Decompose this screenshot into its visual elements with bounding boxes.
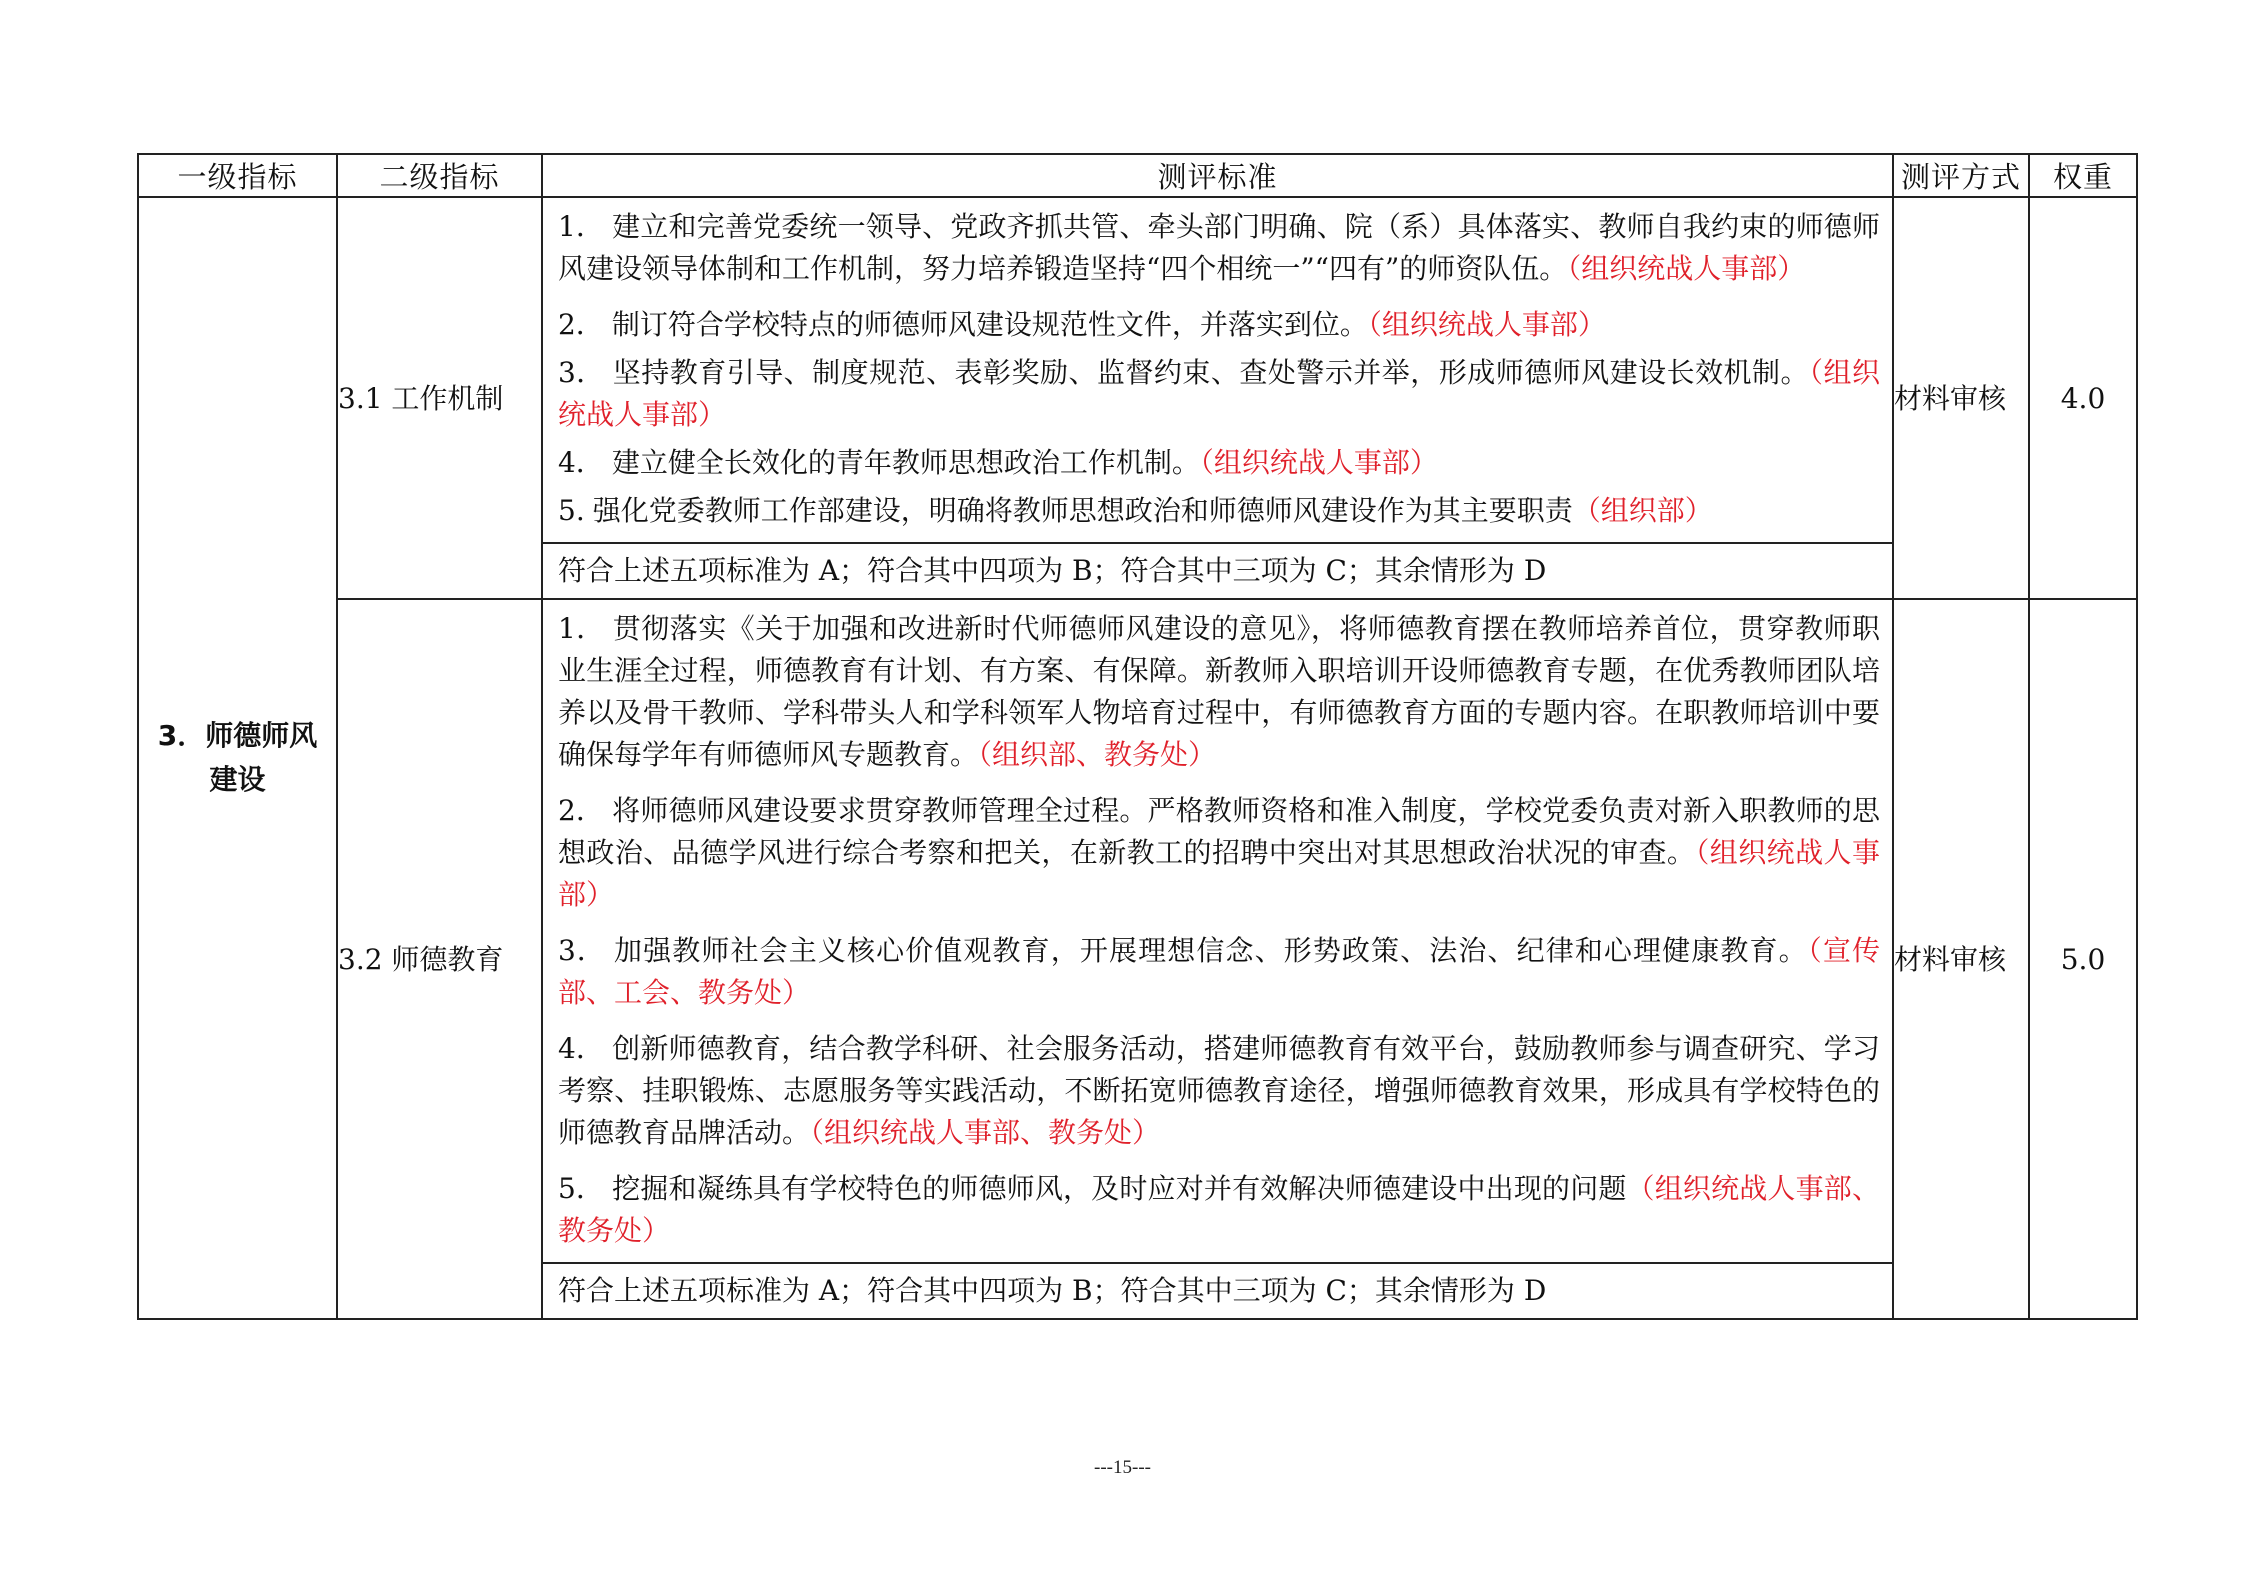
- criteria-list: [543, 198, 1892, 542]
- responsible-dept: （组织统战人事部）: [558, 356, 1880, 431]
- criteria-list: [543, 600, 1892, 1262]
- grading-rule: 符合上述五项标准为 A；符合其中四项为 B；符合其中三项为 C；其余情形为 D: [543, 542, 1892, 598]
- criteria-item: [558, 206, 1880, 290]
- item-text: 建立健全长效化的青年教师思想政治工作机制。: [611, 446, 1200, 479]
- item-text: 创新师德教育，结合教学科研、社会服务活动，搭建师德教育有效平台，鼓励教师参与调查研究、学习考察、挂职锻炼、志愿服务等实践活动，不断拓宽师德教育途径，增强师德教育效果，形成具有学校特色的师德教育品牌活动。: [558, 1032, 1880, 1149]
- header-level1: 一级指标: [138, 154, 337, 197]
- criteria-item: [558, 490, 1880, 532]
- item-text: 建立和完善党委统一领导、党政齐抓共管、牵头部门明确、院（系）具体落实、教师自我约束的师德师风建设领导体制和工作机制，努力培养锻造坚持“四个相统一”“四有”的师资队伍。: [558, 210, 1880, 285]
- criteria-item: [558, 1168, 1880, 1252]
- responsible-dept: （组织统战人事部）: [1567, 252, 1806, 285]
- criteria-item: [558, 442, 1880, 484]
- level2-label: 3.1 工作机制: [338, 381, 504, 415]
- item-number: 1．: [558, 210, 605, 243]
- table-row: [138, 197, 2137, 599]
- header-level2: 二级指标: [337, 154, 542, 197]
- responsible-dept: （组织部）: [1572, 494, 1713, 527]
- item-number: 3．: [558, 934, 607, 967]
- header-criteria: 测评标准: [542, 154, 1893, 197]
- table-header-row: [138, 154, 2137, 197]
- item-number: 2．: [558, 794, 605, 827]
- table-row: [138, 599, 2137, 1319]
- evaluation-method-cell: [1893, 599, 2029, 1319]
- criteria-item: [558, 1028, 1880, 1154]
- weight-value: 5.0: [2060, 942, 2106, 976]
- responsible-dept: （组织统战人事部、教务处）: [558, 1172, 1880, 1247]
- document-page: [137, 153, 2136, 1320]
- item-number: 1．: [558, 612, 605, 645]
- header-method: 测评方式: [1893, 154, 2029, 197]
- responsible-dept: （组织部、教务处）: [978, 738, 1217, 771]
- item-text: 加强教师社会主义核心价值观教育，开展理想信念、形势政策、法治、纪律和心理健康教育。: [614, 934, 1808, 967]
- level2-indicator-cell: [337, 599, 542, 1319]
- item-number: 4．: [558, 1032, 605, 1065]
- responsible-dept: （组织统战人事部）: [1367, 308, 1606, 341]
- criteria-item: [558, 930, 1880, 1014]
- item-text: 挖掘和凝练具有学校特色的师德师风，及时应对并有效解决师德建设中出现的问题: [612, 1172, 1627, 1205]
- evaluation-table: [137, 153, 2138, 1320]
- weight-value: 4.0: [2060, 381, 2106, 415]
- item-number: 5．: [558, 1172, 605, 1205]
- level1-label-line2: 建设: [209, 763, 266, 796]
- level2-label: 3.2 师德教育: [338, 942, 504, 976]
- weight-cell: [2029, 197, 2137, 599]
- weight-cell: [2029, 599, 2137, 1319]
- item-text: 强化党委教师工作部建设，明确将教师思想政治和师德师风建设作为其主要职责: [592, 494, 1573, 527]
- item-number: 3．: [558, 356, 605, 389]
- criteria-item: [558, 608, 1880, 776]
- item-number: 5.: [558, 494, 585, 527]
- level1-indicator-cell: [138, 197, 337, 1319]
- responsible-dept: （组织统战人事部、教务处）: [810, 1116, 1161, 1149]
- item-text: 坚持教育引导、制度规范、表彰奖励、监督约束、查处警示并举，形成师德师风建设长效机制。: [612, 356, 1810, 389]
- criteria-item: [558, 790, 1880, 916]
- evaluation-method: 材料审核: [1894, 381, 2007, 415]
- grading-rule: 符合上述五项标准为 A；符合其中四项为 B；符合其中三项为 C；其余情形为 D: [543, 1262, 1892, 1318]
- level1-label-line1: 3．师德师风: [157, 719, 318, 752]
- criteria-item: [558, 352, 1880, 436]
- responsible-dept: （宣传部、工会、教务处）: [558, 934, 1880, 1009]
- item-text: 贯彻落实《关于加强和改进新时代师德师风建设的意见》，将师德教育摆在教师培养首位，贯穿教师职业生涯全过程，师德教育有计划、有方案、有保障。新教师入职培训开设师德教育专题，在优秀教师团队培养以及骨干教师、学科带头人和学科领军人物培育过程中，有师德教育方面的专题内容。在职教师培训中要确保每学年有师德师风专题教育。: [558, 612, 1880, 771]
- responsible-dept: （组织统战人事部）: [1199, 446, 1438, 479]
- responsible-dept: （组织统战人事部）: [558, 836, 1880, 911]
- level2-indicator-cell: [337, 197, 542, 599]
- evaluation-method: 材料审核: [1894, 942, 2007, 976]
- item-number: 4．: [558, 446, 604, 479]
- evaluation-method-cell: [1893, 197, 2029, 599]
- page-number: ---15---: [1094, 1457, 1151, 1478]
- header-weight: 权重: [2029, 154, 2137, 197]
- criteria-cell: [542, 197, 1893, 599]
- criteria-cell: [542, 599, 1893, 1319]
- item-number: 2．: [558, 308, 604, 341]
- item-text: 制订符合学校特点的师德师风建设规范性文件，并落实到位。: [611, 308, 1368, 341]
- item-text: 将师德师风建设要求贯穿教师管理全过程。严格教师资格和准入制度，学校党委负责对新入职教师的思想政治、品德学风进行综合考察和把关，在新教工的招聘中突出对其思想政治状况的审查。: [558, 794, 1880, 869]
- criteria-item: [558, 304, 1880, 346]
